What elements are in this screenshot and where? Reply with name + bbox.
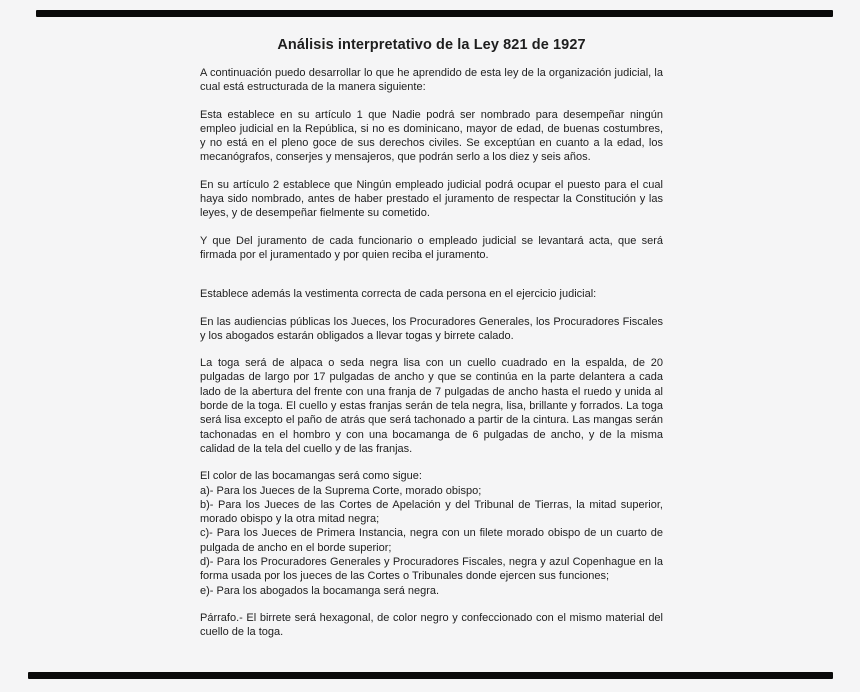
scan-edge-artifact-bottom (28, 672, 833, 679)
document-body (200, 0, 663, 640)
bocamangas-color-list (200, 469, 663, 598)
paragraph-intro: A continuación puedo desarrollar lo que he aprendido de esta ley de la organización judicial, la cual está estructurada de la manera siguiente: (200, 67, 663, 94)
list-item-b: b)- Para los Jueces de las Cortes de Apelación y del Tribunal de Tierras, la mitad superior, morado obispo y la otra mitad negra; (200, 498, 663, 526)
list-item-d: d)- Para los Procuradores Generales y Procuradores Fiscales, negra y azul Copenhague en la forma usada por los jueces de las Cortes o Tribunales donde ejercen sus funciones; (200, 556, 663, 583)
paragraph-articulo-1: Esta establece en su artículo 1 que Nadie podrá ser nombrado para desempeñar ningún empleo judicial en la República, si no es dominicano, mayor de edad, de buenas costumbres, y no está en el pleno goce de sus derechos civiles. Se exceptúan en cuanto a la edad, los mecanógrafos, conserjes y mensajeros, que podrán serlo a los diez y seis años. (200, 108, 663, 164)
paragraph-vestimenta-intro: Establece además la vestimenta correcta de cada persona en el ejercicio judicial: (200, 288, 597, 301)
paragraph-articulo-2: En su artículo 2 establece que Ningún empleado judicial podrá ocupar el puesto para el cual haya sido nombrado, antes de haber prestado el juramento de respectar la Constitución y las leyes, y de desempeñar fielmente su cometido. (200, 178, 663, 220)
paragraph-toga-descripcion: La toga será de alpaca o seda negra lisa con un cuello cuadrado en la espalda, de 20 pulgadas de largo por 17 pulgadas de ancho y que se continúa en la parte delantera a cada lado de la abertura del frente con una franja de 7 pulgadas de ancho hasta el ruedo y unida al borde de la toga. El cuello y estas franjas serán de tela negra, lisa, brillante y forrados. La toga será lisa excepto el paño de atrás que será tachonado a partir de la cintura. Las mangas serán tachonadas en el hombro y con una bocamanga de 6 pulgadas de ancho, y de la misma calidad de la tela del cuello y de las franjas. (200, 357, 663, 455)
paragraph-parrafo-birrete: Párrafo.- El birrete será hexagonal, de color negro y confeccionado con el mismo material del cuello de la toga. (200, 611, 663, 639)
document-title: Análisis interpretativo de la Ley 821 de 1927 (277, 37, 586, 53)
list-item-e: e)- Para los abogados la bocamanga será negra. (200, 584, 440, 597)
paragraph-audiencias: En las audiencias públicas los Jueces, los Procuradores Generales, los Procuradores Fiscales y los abogados estarán obligados a llevar togas y birrete calado. (200, 315, 663, 342)
paragraph-juramento-acta: Y que Del juramento de cada funcionario o empleado judicial se levantará acta, que será firmada por el juramentado y por quien reciba el juramento. (200, 234, 663, 261)
list-heading: El color de las bocamangas será como sigue: (200, 470, 422, 483)
list-item-c: c)- Para los Jueces de Primera Instancia, negra con un filete morado obispo de un cuarto de pulgada de ancho en el borde superior; (200, 527, 663, 554)
list-item-a: a)- Para los Jueces de la Suprema Corte, morado obispo; (200, 484, 482, 497)
